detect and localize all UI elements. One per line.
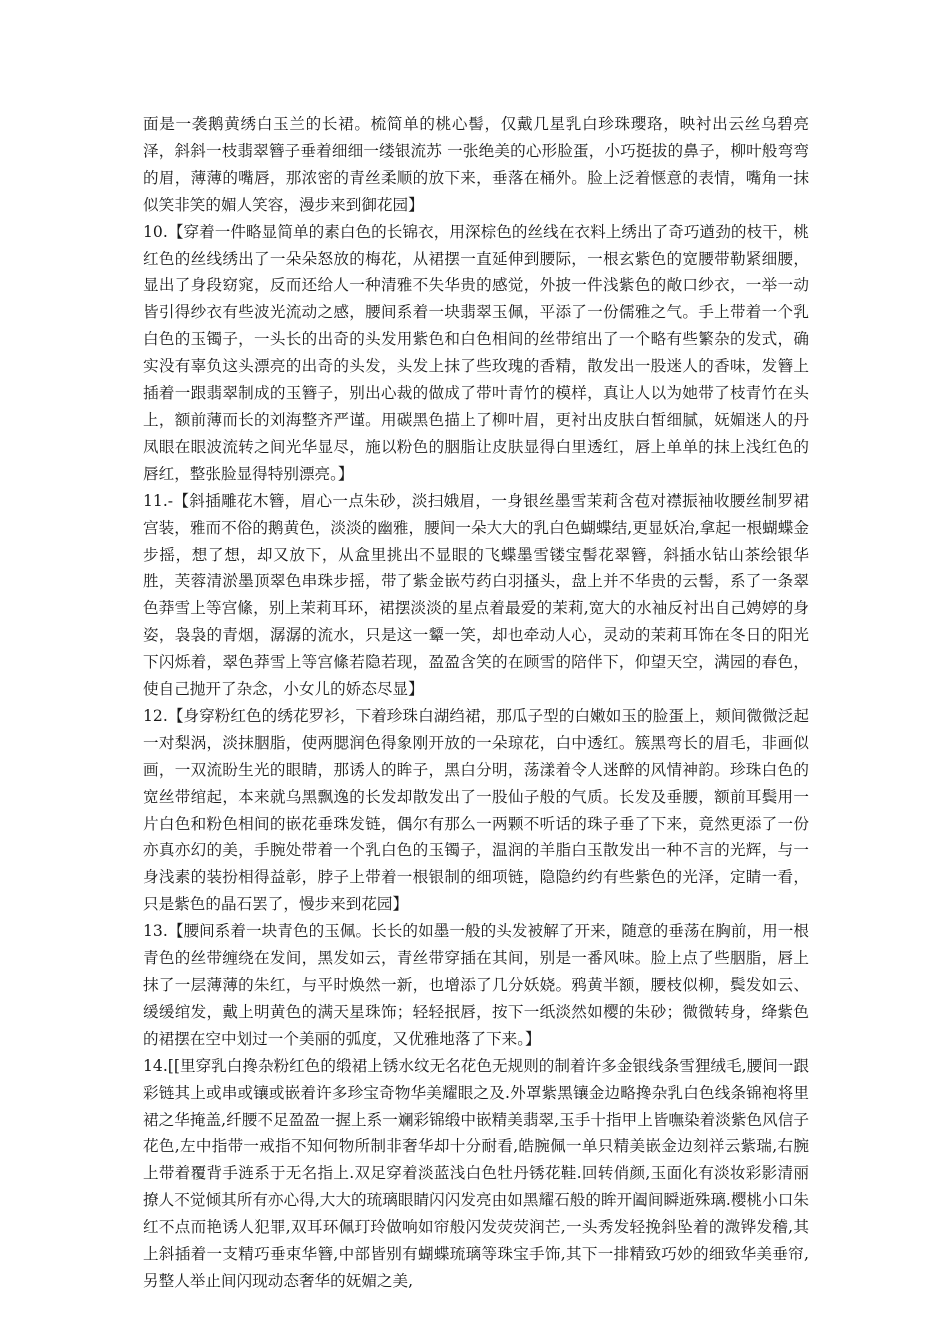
paragraph-intro: 面是一袭鹅黄绣白玉兰的长裙。梳简单的桃心髻，仅戴几星乳白珍珠瓔珞，映衬出云丝乌碧亮泽，斜斜一枝翡翠簪子垂着细细一缕银流苏 一张绝美的心形脸蛋，小巧挺拔的鼻子，柳叶般弯弯的眉，薄薄的嘴唇，那浓密的青丝柔顺的放下来，垂落在桶外。脸上泛着惬意的表情，嘴角一抹似笑非笑的媚人笑容，漫步来到御花园】 [143,115,809,214]
paragraph-14: 14.[[里穿乳白搀杂粉红色的缎裙上锈水纹无名花色无规则的制着许多金银线条雪狸绒毛,腰间一跟彩链其上或串或镶或嵌着许多珍宝奇物华美耀眼之及.外罩紫黑镶金边略搀杂乳白色线条锦袍将里裙之华掩盖,纤腰不足盈盈一握上系一斓彩锦缎中嵌精美翡翠,玉手十指甲上皆嘸染着淡紫色风信子花色,左中指带一戒指不知何物所制非奢华却十分耐看,皓腕佩一单只精美嵌金边刻祥云紫瑞,右腕上带着覆背手涟系于无名指上.双足穿着淡蓝浅白色牡丹锈花鞋.回转俏颜,玉面化有淡妆彩影清丽撩人不觉倾其所有亦心得,大大的琉璃眼睛闪闪发亮由如黑耀石般的眸开阖间瞬逝殊璃.樱桃小口朱红不点而艳诱人犯罪,双耳环佩玎玲做响如帘般闪发荧荧润芒,一头秀发轻挽斜坠着的溦铧发稽,其上斜插着一支精巧垂束华簪,中部皆别有蝴蝶琉璃等珠宝手饰,其下一排精致巧妙的细致华美垂帘,另整人举止间闪现动态奢华的妩媚之美, [143,1056,809,1290]
paragraph-12: 12.【身穿粉红色的绣花罗衫，下着珍珠白湖绉裙，那瓜子型的白嫩如玉的脸蛋上，颊间微微泛起一对梨涡，淡抹胭脂，使两腮润色得象刚开放的一朵琼花，白中透红。簇黑弯长的眉毛，非画似画，一双流盼生光的眼睛，那诱人的眸子，黑白分明，荡漾着令人迷醉的风情神韵。珍珠白色的宽丝带绾起，本来就乌黑飘逸的长发却散发出了一股仙子般的气质。长发及垂腰，额前耳鬓用一片白色和粉色相间的嵌花垂珠发链，偶尔有那么一两颗不听话的珠子垂了下来，竟然更添了一份亦真亦幻的美，手腕处带着一个乳白色的玉镯子，温润的羊脂白玉散发出一种不言的光辉，与一身浅素的装扮相得益彰，脖子上带着一根银制的细项链，隐隐约约有些紫色的光泽，定睛一看，只是紫色的晶石罢了，慢步来到花园】 [143,706,809,914]
paragraph-10: 10.【穿着一件略显简单的素白色的长锦衣，用深棕色的丝线在衣料上绣出了奇巧遒劲的枝干，桃红色的丝线绣出了一朵朵怒放的梅花，从裙摆一直延伸到腰际，一根玄紫色的宽腰带勒紧细腰，显出了身段窈窕，反而还给人一种清雅不失华贵的感觉，外披一件浅紫色的敞口纱衣，一举一动皆引得纱衣有些波光流动之感，腰间系着一块翡翠玉佩，平添了一份儒雅之气。手上带着一个乳白色的玉镯子，一头长的出奇的头发用紫色和白色相间的丝带绾出了一个略有些繁杂的发式，确实没有辜负这头漂亮的出奇的头发，头发上抹了些玫瑰的香精，散发出一股迷人的香味，发簪上插着一跟翡翠制成的玉簪子，别出心裁的做成了带叶青竹的模样，真让人以为她带了枝青竹在头上，额前薄而长的刘海整齐严谨。用碳黑色描上了柳叶眉，更衬出皮肤白皙细腻，妩媚迷人的丹凤眼在眼波流转之间光华显尽，施以粉色的胭脂让皮肤显得白里透红，唇上单单的抹上浅红色的唇红，整张脸显得特别漂亮。】 [143,222,809,483]
document-body [143,111,809,1295]
paragraph-11: 11.-【斜插雕花木簪，眉心一点朱砂，淡扫娥眉，一身银丝墨雪茉莉含苞对襟振袖收腰丝制罗裙宫装，雅而不俗的鹅黄色，淡淡的幽雅，腰间一朵大大的乳白色蝴蝶结,更显妖冶,拿起一根蝴蝶金步摇，想了想，却又放下，从盒里挑出不显眼的飞蝶墨雪镂宝髻花翠簪，斜插水钻山茶绘银华胜，芙蓉清淤墨顶翠色串珠步摇，带了紫金嵌芍药白羽搔头，盘上并不华贵的云髻，系了一条翠色莽雪上等宫絛，别上茉莉耳环，裙摆淡淡的星点着最爱的茉莉,宽大的水袖反衬出自己娉婷的身姿，袅袅的青烟，潺潺的流水，只是这一颦一笑，却也牵动人心，灵动的茉莉耳饰在冬日的阳光下闪烁着，翠色莽雪上等宫絛若隐若现，盈盈含笑的在顾雪的陪伴下，仰望天空，满园的春色，使自己抛开了杂念，小女儿的娇态尽显】 [143,491,809,699]
paragraph-13: 13.【腰间系着一块青色的玉佩。长长的如墨一般的头发被解了开来，随意的垂荡在胸前，用一根青色的丝带缠绕在发间，黑发如云，青丝带穿插在其间，别是一番风味。脸上点了些胭脂，唇上抹了一层薄薄的朱红，与平时焕然一新，也增添了几分妖娆。鸦黄半额，腰枝似柳，鬓发如云、缓缓绾发，戴上明黄色的满天星珠饰；轻轻抿唇，按下一纸淡然如樱的朱砂；微微转身，绛紫色的裙摆在空中划过一个美丽的弧度，又优雅地落了下来。】 [143,922,809,1048]
